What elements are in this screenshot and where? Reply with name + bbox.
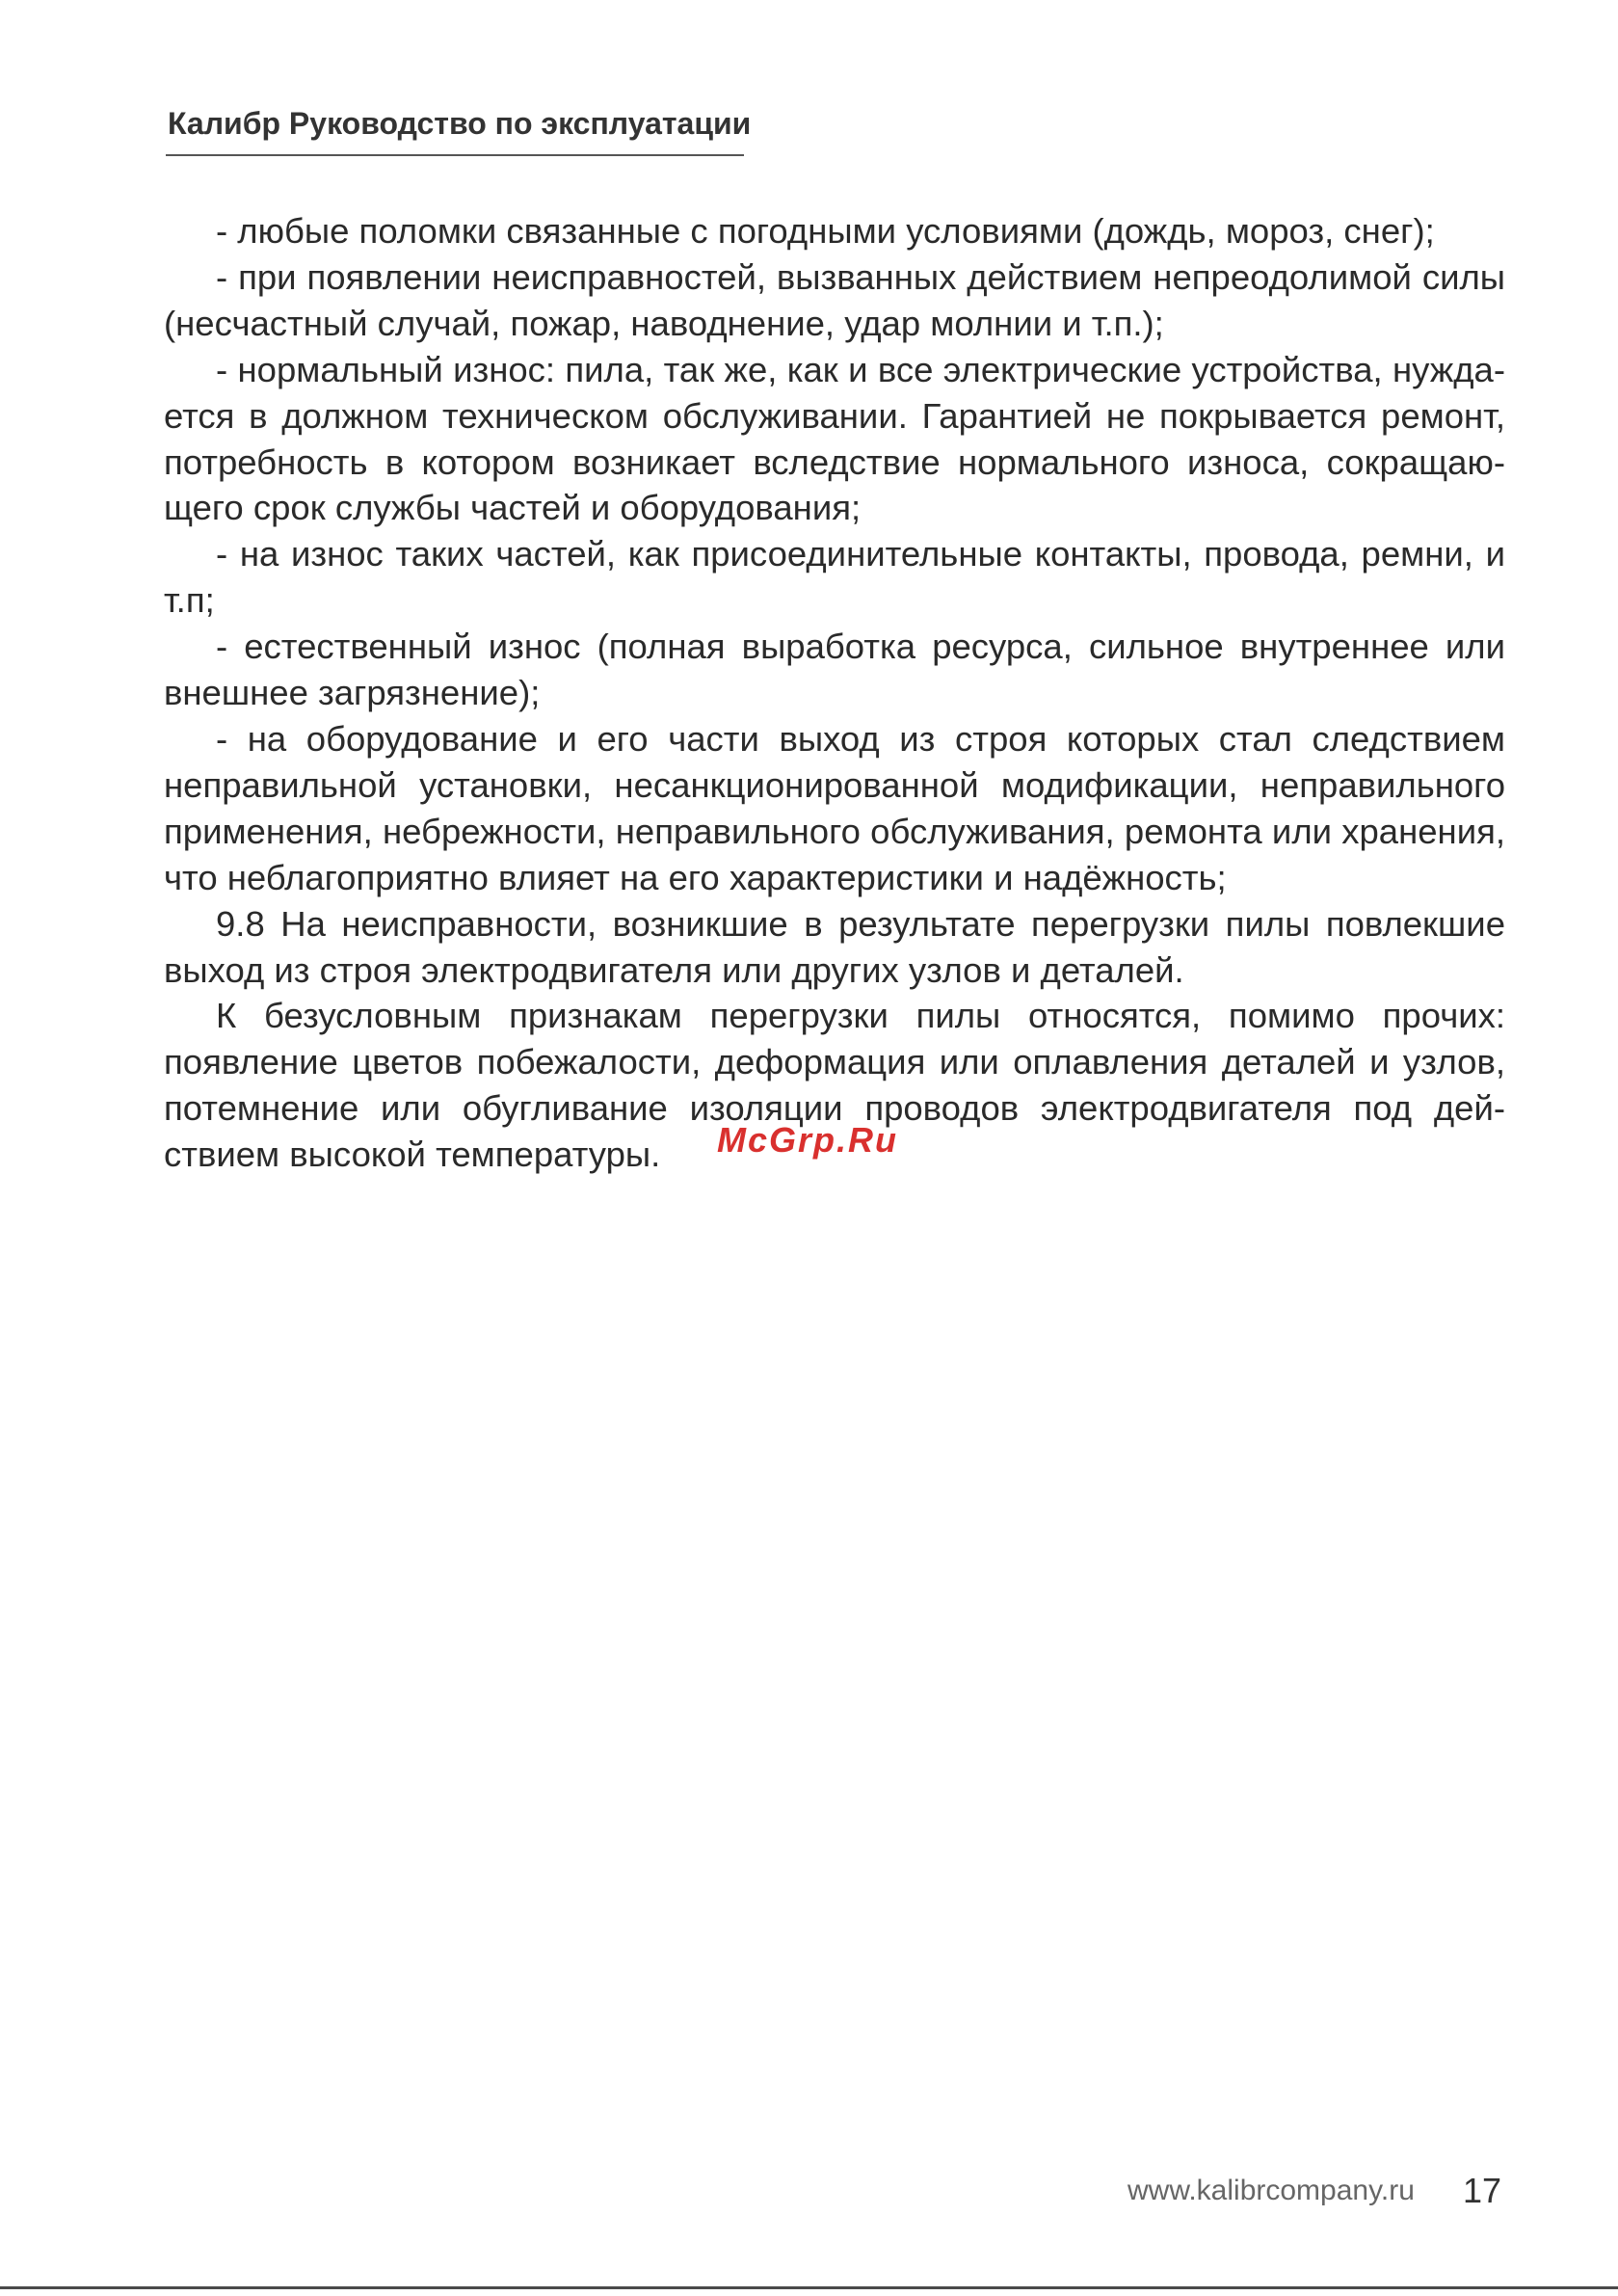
bottom-divider	[0, 2286, 1618, 2289]
paragraph-force-majeure: - при появлении неисправностей, вызванных действием непреодолимой силы (несчастный случай, пожар, наводнение, удар молнии и т.п.);	[164, 256, 1505, 343]
page-number: 17	[1463, 2171, 1502, 2210]
paragraph-weather-damage: - любые поломки связанные с погодными условиями (дождь, мороз, снег);	[216, 211, 1435, 251]
running-header	[166, 100, 752, 156]
watermark: McGrp.Ru	[717, 1120, 899, 1160]
paragraph-natural-wear: - естественный износ (полная выработка ресурса, сильное внутреннее или внешнее загрязнение);	[164, 627, 1505, 713]
document-title: Калибр Руководство по эксплуатации	[168, 106, 752, 141]
paragraph-overload-signs: К безусловным признакам перегрузки пилы относятся, помимо прочих: появление цветов побежалости, деформация или оплавления деталей и узлов, потемнение или обугливание изоляции проводов электродвигателя под действием высокой температуры.	[164, 996, 1505, 1175]
paragraph-normal-wear: - нормальный износ: пила, так же, как и все электрические устройства, нуждается в должном техническом обслуживании. Гарантией не покрывается ремонт, потребность в котором возникает вследствие нормального износа, сокращающего срок службы частей и оборудования;	[164, 349, 1505, 528]
paragraph-improper-use: - на оборудование и его части выход из строя которых стал следствием неправильной установки, несанкционированной модификации, неправильного применения, небрежности, неправильного обслуживания, ремонта или хранения, что неблагоприятно влияет на его характеристики и надёжность;	[164, 718, 1505, 897]
paragraph-parts-wear: - на износ таких частей, как присоединительные контакты, провода, ремни, и т.п;	[164, 534, 1505, 621]
paragraph-overload: 9.8 На неисправности, возникшие в результате перегрузки пилы повлекшие выход из строя электродвигателя или других узлов и деталей.	[164, 903, 1505, 990]
body-text	[164, 208, 1505, 1178]
footer-website-link[interactable]: www.kalibrcompany.ru	[1127, 2175, 1415, 2206]
